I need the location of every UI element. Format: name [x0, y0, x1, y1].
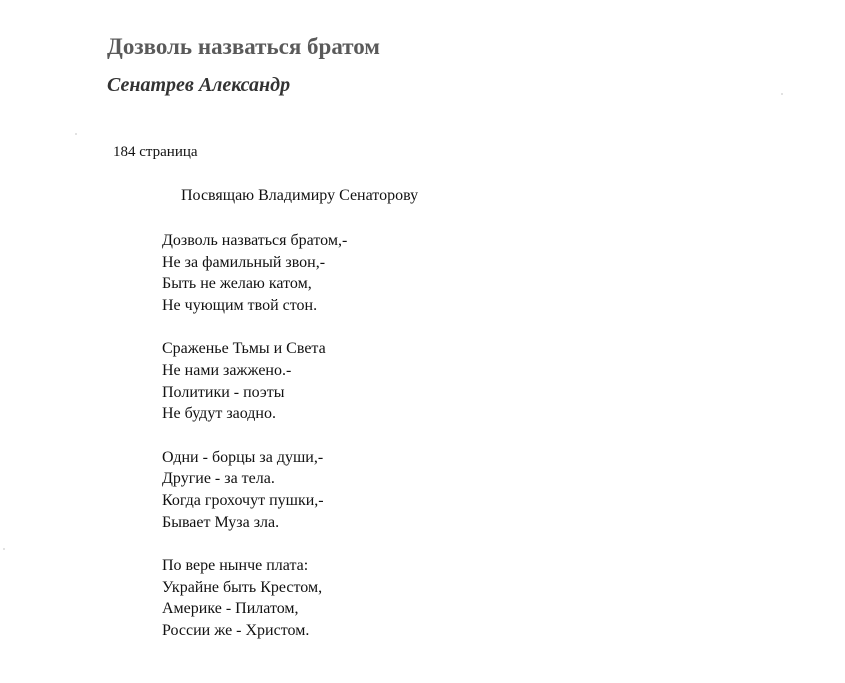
scan-dot [75, 133, 77, 135]
poem-line: Быть не желаю катом, [162, 275, 312, 293]
poem-line: Сраженье Тьмы и Света [162, 340, 326, 358]
stanza [162, 555, 347, 641]
stanza [162, 230, 347, 316]
poem-line: Не нами зажжено.- [162, 361, 292, 379]
poem-line: Не чующим твой стон. [162, 296, 318, 314]
poem-line: Одни - борцы за души,- [162, 448, 324, 466]
poem-line: Не будут заодно. [162, 405, 276, 423]
stanza [162, 338, 347, 424]
poem-line: Когда грохочут пушки,- [162, 491, 324, 509]
poem-line: Америке - Пилатом, [162, 600, 299, 618]
document-author: Сенатрев Александр [107, 74, 291, 96]
poem-line: Украйне быть Крестом, [162, 578, 323, 596]
scan-dot [781, 93, 783, 95]
document-title: Дозволь назваться братом [107, 34, 380, 59]
stanza [162, 447, 347, 533]
poem-line: России же - Христом. [162, 621, 310, 639]
poem-line: Дозволь назваться братом,- [162, 232, 348, 249]
scan-dot [3, 548, 5, 550]
poem-line: Другие - за тела. [162, 470, 275, 488]
page-number: 184 страница [113, 144, 198, 160]
poem-line: По вере нынче плата: [162, 557, 309, 575]
dedication: Посвящаю Владимиру Сенаторову [181, 187, 419, 204]
poem [162, 230, 347, 664]
poem-line: Политики - поэты [162, 383, 285, 401]
poem-line: Бывает Муза зла. [162, 513, 280, 531]
poem-line: Не за фамильный звон,- [162, 253, 326, 271]
